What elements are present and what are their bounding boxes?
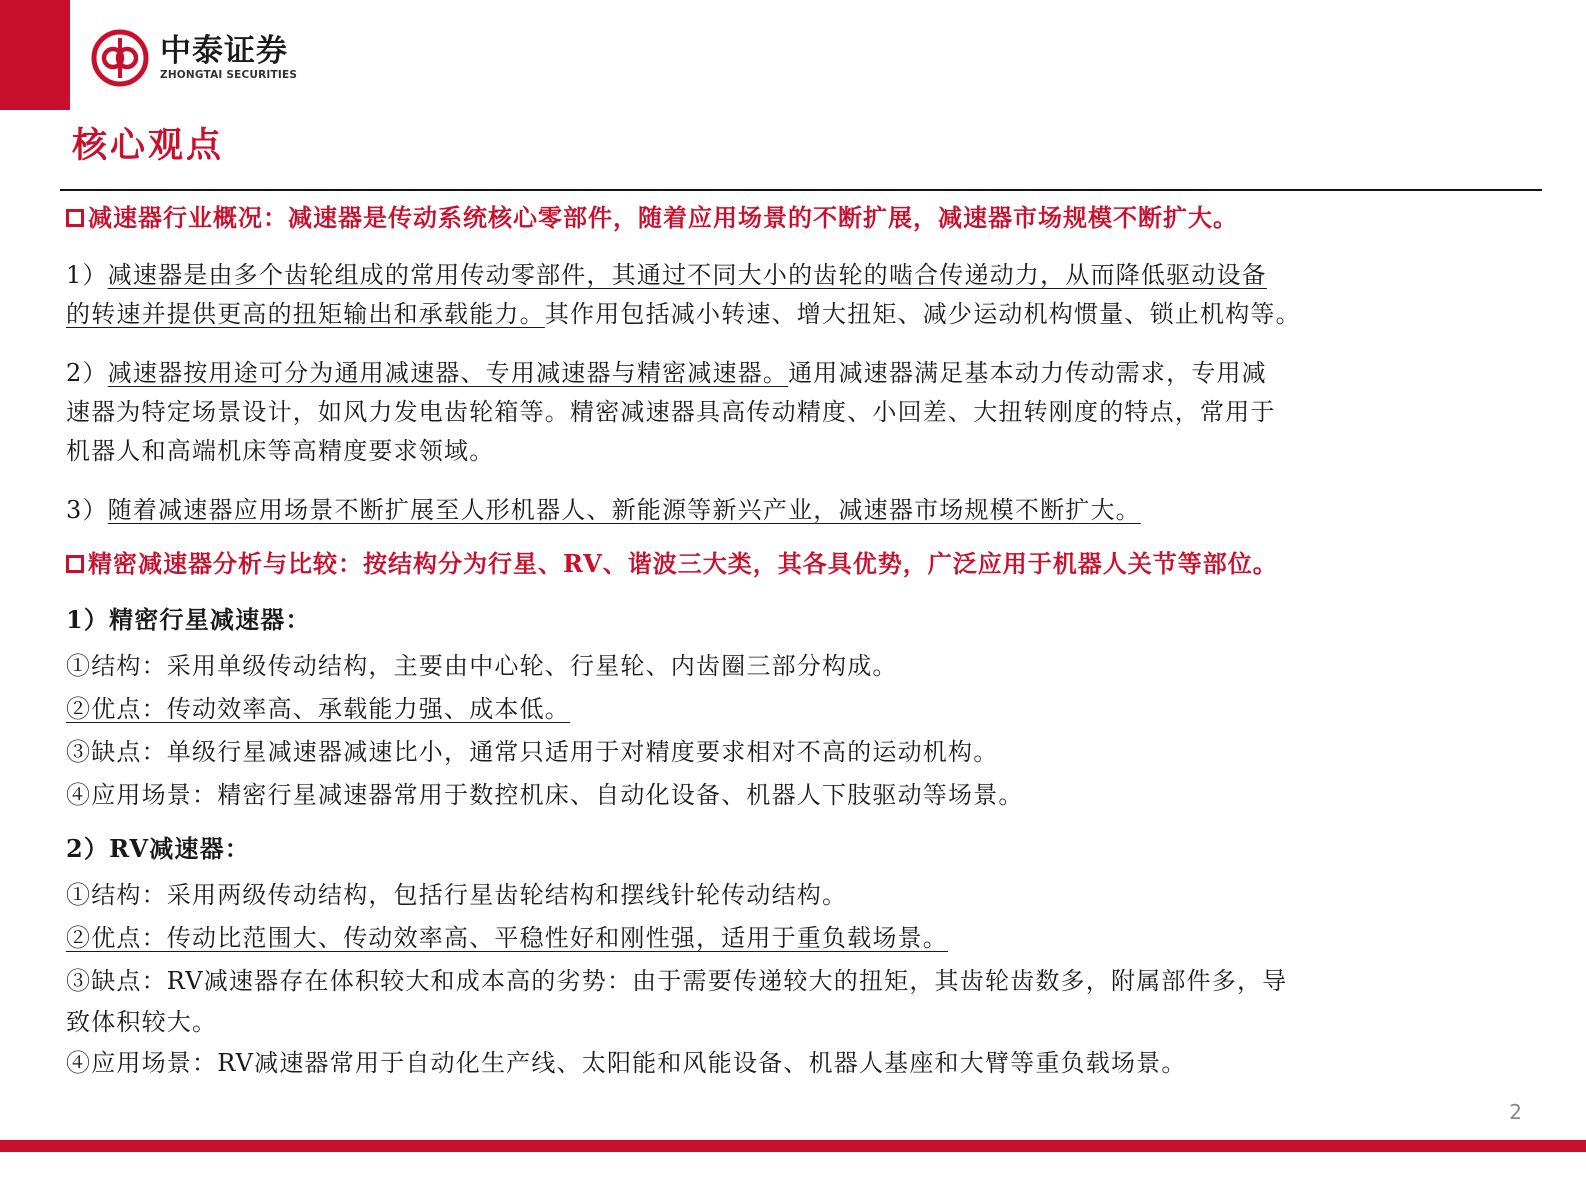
planetary-disadvantage: ③缺点：单级行星减速器减速比小，通常只适用于对精度要求相对不高的运动机构。 [66, 738, 999, 766]
rv-advantage: ②优点：传动比范围大、传动效率高、平稳性好和刚性强，适用于重负载场景。 [66, 924, 948, 952]
section-heading-comparison: 精密减速器分析与比较：按结构分为行星、RV、谐波三大类，其各具优势，广泛应用于机器人关节等部位。 [66, 542, 1546, 588]
brand-name-en: ZHONGTAI SECURITIES [160, 69, 298, 81]
brand-name-cn: 中泰证券 [160, 33, 288, 69]
brand-logo [90, 28, 297, 88]
overview-point-2-cont-1: 速器为特定场景设计，如风力发电齿轮箱等。精密减速器具高传动精度、小回差、大扭转刚度的特点，常用于 [66, 398, 1276, 426]
planetary-structure: ①结构：采用单级传动结构，主要由中心轮、行星轮、内齿圈三部分构成。 [66, 652, 898, 680]
title-divider [60, 189, 1542, 191]
square-bullet-icon [66, 209, 84, 227]
page-number: 2 [1509, 1100, 1522, 1124]
rv-disadvantage-cont: 致体积较大。 [66, 1008, 218, 1036]
page-title: 核心观点 [72, 125, 225, 166]
rv-structure: ①结构：采用两级传动结构，包括行星齿轮结构和摆线针轮传动结构。 [66, 881, 848, 909]
planetary-application: ④应用场景：精密行星减速器常用于数控机床、自动化设备、机器人下肢驱动等场景。 [66, 781, 1024, 809]
corner-accent-bar [0, 0, 70, 110]
slide-content [66, 196, 1546, 1085]
overview-point-2: 2）减速器按用途可分为通用减速器、专用减速器与精密减速器。通用减速器满足基本动力传动需求，专用减 [66, 359, 1267, 387]
planetary-title: 1）精密行星减速器： [66, 605, 311, 634]
overview-point-2-cont-2: 机器人和高端机床等高精度要求领域。 [66, 437, 495, 465]
overview-point-1: 1）减速器是由多个齿轮组成的常用传动零部件，其通过不同大小的齿轮的啮合传递动力，从而降低驱动设备 [66, 261, 1267, 289]
square-bullet-icon [66, 555, 84, 573]
footer-accent-bar [0, 1140, 1586, 1152]
rv-application: ④应用场景：RV减速器常用于自动化生产线、太阳能和风能设备、机器人基座和大臂等重负载场景。 [66, 1049, 1187, 1077]
rv-title: 2）RV减速器： [66, 834, 251, 863]
section-heading-overview: 减速器行业概况：减速器是传动系统核心零部件，随着应用场景的不断扩展，减速器市场规模不断扩大。 [66, 196, 1546, 242]
overview-point-1-cont: 的转速并提供更高的扭矩输出和承载能力。其作用包括减小转速、增大扭矩、减少运动机构惯量、锁止机构等。 [66, 300, 1301, 328]
overview-point-3: 3）随着减速器应用场景不断扩展至人形机器人、新能源等新兴产业，减速器市场规模不断扩大。 [66, 496, 1141, 524]
planetary-advantage: ②优点：传动效率高、承载能力强、成本低。 [66, 695, 570, 723]
zhongtai-logo-icon [90, 28, 150, 88]
rv-disadvantage: ③缺点：RV减速器存在体积较大和成本高的劣势：由于需要传递较大的扭矩，其齿轮齿数多，附属部件多，导 [66, 967, 1288, 995]
